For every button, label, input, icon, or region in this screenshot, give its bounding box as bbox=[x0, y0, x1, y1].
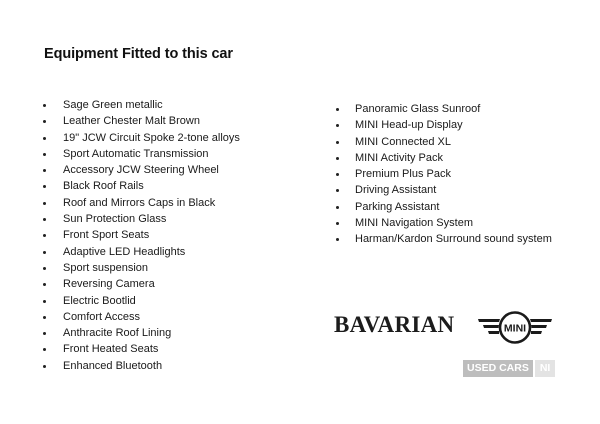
bullet-icon bbox=[336, 189, 339, 192]
bullet-icon bbox=[43, 300, 46, 303]
equipment-item bbox=[0, 131, 552, 150]
badge-ni: NI bbox=[535, 360, 556, 377]
equipment-item-label: Accessory JCW Steering Wheel bbox=[63, 164, 219, 177]
equipment-item bbox=[0, 325, 240, 341]
equipment-item bbox=[0, 293, 240, 309]
bullet-icon bbox=[336, 124, 339, 127]
equipment-item-label: Adaptive LED Headlights bbox=[63, 245, 186, 258]
equipment-item-label: Electric Bootlid bbox=[63, 294, 136, 307]
dealer-logo-bavarian: BAVARIAN bbox=[334, 312, 455, 337]
equipment-item-label: Harman/Kardon Surround sound system bbox=[355, 233, 552, 246]
bullet-icon bbox=[336, 173, 339, 176]
equipment-item-label: MINI Head-up Display bbox=[355, 119, 463, 132]
mini-logo-text: MINI bbox=[503, 322, 527, 335]
bullet-icon bbox=[336, 108, 339, 111]
equipment-item bbox=[0, 117, 552, 133]
bullet-icon bbox=[43, 316, 46, 319]
equipment-item bbox=[0, 341, 240, 357]
bullet-icon bbox=[336, 141, 339, 144]
bullet-icon bbox=[43, 251, 46, 254]
badge-used-cars: USED CARS bbox=[463, 360, 533, 377]
equipment-item bbox=[0, 358, 240, 374]
equipment-list-right bbox=[0, 101, 552, 248]
bullet-icon bbox=[43, 267, 46, 270]
equipment-item-label: Premium Plus Pack bbox=[355, 168, 451, 181]
equipment-item-label: Panoramic Glass Sunroof bbox=[355, 103, 481, 115]
equipment-item-label: 19" JCW Circuit Spoke 2-tone alloys bbox=[63, 131, 240, 144]
equipment-item bbox=[0, 215, 552, 231]
equipment-item-label: Reversing Camera bbox=[63, 278, 155, 291]
equipment-item-label: Black Roof Rails bbox=[63, 180, 144, 193]
equipment-item-label: Enhanced Bluetooth bbox=[63, 359, 163, 372]
equipment-item-label: Sun Protection Glass bbox=[63, 213, 167, 226]
equipment-item-label: Driving Assistant bbox=[355, 184, 437, 197]
equipment-item-label: Parking Assistant bbox=[355, 200, 440, 213]
equipment-item-label: Comfort Access bbox=[63, 310, 141, 323]
equipment-item-label: MINI Navigation System bbox=[355, 217, 473, 230]
equipment-item bbox=[0, 276, 240, 292]
mini-logo-icon bbox=[478, 310, 552, 346]
equipment-item-label: Leather Chester Malt Brown bbox=[63, 115, 200, 128]
equipment-item bbox=[0, 231, 552, 247]
equipment-item bbox=[0, 101, 552, 117]
equipment-item-label: MINI Connected XL bbox=[355, 135, 451, 148]
bullet-icon bbox=[43, 348, 46, 351]
equipment-item bbox=[0, 260, 240, 276]
equipment-item-label: MINI Activity Pack bbox=[355, 151, 444, 164]
equipment-item-label: Front Heated Seats bbox=[63, 343, 159, 356]
used-cars-ni-badge bbox=[463, 360, 555, 377]
equipment-item bbox=[0, 166, 552, 182]
page-title: Equipment Fitted to this car bbox=[44, 46, 233, 62]
bullet-icon bbox=[43, 283, 46, 286]
equipment-item bbox=[0, 309, 240, 325]
bullet-icon bbox=[336, 238, 339, 241]
equipment-item-label: Roof and Mirrors Caps in Black bbox=[63, 196, 216, 209]
equipment-item bbox=[0, 196, 552, 215]
equipment-item bbox=[0, 182, 552, 198]
equipment-item-label: Sage Green metallic bbox=[63, 99, 163, 111]
bullet-icon bbox=[336, 222, 339, 225]
bullet-icon bbox=[336, 157, 339, 160]
equipment-item-label: Sport suspension bbox=[63, 261, 148, 274]
bullet-icon bbox=[43, 365, 46, 368]
equipment-item bbox=[0, 147, 552, 166]
bullet-icon bbox=[336, 206, 339, 209]
equipment-item-label: Sport Automatic Transmission bbox=[63, 147, 209, 160]
equipment-item-label: Anthracite Roof Lining bbox=[63, 327, 172, 340]
bullet-icon bbox=[43, 332, 46, 335]
equipment-item-label: Front Sport Seats bbox=[63, 229, 150, 242]
